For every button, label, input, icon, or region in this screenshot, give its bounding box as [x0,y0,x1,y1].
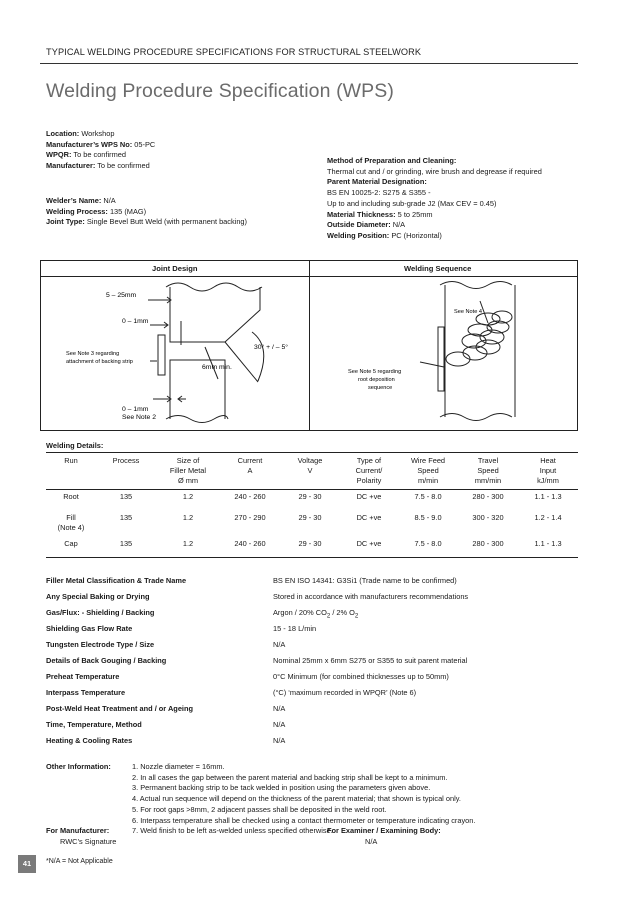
cell-travel: 300 - 320 [472,513,504,523]
cell-size: 1.2 [182,491,194,501]
info-manufacturer: Manufacturer: To be confirmed [46,161,150,171]
cell-run: Cap [64,539,78,549]
note5-line1: See Note 5 regarding [348,369,402,375]
cell-process: 135 [119,513,133,523]
break-top [166,283,262,291]
col-process: Process [96,453,156,490]
left-info-block-2 [46,196,247,228]
note3-line2: attachment of backing strip [66,359,133,365]
note-item: 3. Permanent backing strip to be tack welded in position using the parameters given above. [132,783,431,793]
angle-arc [252,332,264,381]
left-info-block [46,129,155,172]
cell-wire: 7.5 - 8.0 [414,539,442,549]
table-header-row [46,453,578,490]
info-welder-name: Welder’s Name: N/A [46,196,116,205]
info-location: Location: Workshop [46,129,115,138]
cell-type: DC +ve [356,539,382,549]
backing-min-label: 6mm min. [202,364,232,371]
prep-label: Method of Preparation and Cleaning: [327,156,457,165]
col-heat: Heat Input kJ/mm [518,453,578,490]
col-travel: Travel Speed mm/min [458,453,518,490]
other-info-label: Other Information: [46,762,111,771]
cell-run: Fill (Note 4) [57,513,85,533]
angle-label: 30° + / – 5° [254,344,288,351]
note3-line1: See Note 3 regarding [66,351,120,357]
info-joint-type: Joint Type: Single Bevel Butt Weld (with permanent backing) [46,217,248,227]
parent-value-1: BS EN 10025-2: S275 & S355 - [327,188,431,198]
note5-line3: sequence [368,385,393,391]
cell-travel: 280 - 300 [472,539,504,549]
examiner-label: For Examiner / Examining Body: [327,826,441,835]
cell-voltage: 29 - 30 [298,513,322,523]
manufacturer-signoff [46,826,116,847]
col-current: Current A [220,453,280,490]
cell-voltage: 29 - 30 [298,539,322,549]
break-bottom [166,416,228,423]
cell-wire: 7.5 - 8.0 [414,491,442,501]
note5-line2: root deposition [358,377,395,383]
prep-value: Thermal cut and / or grinding, wire brush and degrease if required [327,166,542,176]
col-size: Size of Filler Metal Ø mm [156,453,220,490]
note-item: 5. For root gaps >8mm, 2 adjacent passes shall be deposited in the weld root. [132,804,387,814]
joint-design-heading: Joint Design [152,264,198,273]
cell-process: 135 [119,539,133,549]
cell-size: 1.2 [182,539,194,549]
cell-process: 135 [119,491,133,501]
welding-position: Welding Position: PC (Horizontal) [327,231,442,241]
cell-heat: 1.1 - 1.3 [534,539,562,549]
cell-current: 240 - 260 [234,491,266,501]
note-item: 4. Actual run sequence will depend on the thickness of the parent material; that shown is typical only. [132,794,461,804]
page-number: 41 [18,855,36,873]
parent-label: Parent Material Designation: [327,177,427,187]
note-item: 1. Nozzle diameter = 16mm. [132,762,225,771]
manufacturer-label: For Manufacturer: [46,826,110,835]
cell-size: 1.2 [182,513,194,523]
cell-heat: 1.2 - 1.4 [534,513,562,523]
cell-voltage: 29 - 30 [298,491,322,501]
col-type: Type of Current/ Polarity [340,453,398,490]
examiner-value: N/A [365,836,378,846]
welding-details-table [46,452,578,558]
cell-heat: 1.1 - 1.3 [534,491,562,501]
cell-wire: 8.5 - 9.0 [414,513,442,523]
cell-type: DC +ve [356,513,382,523]
info-welding-process: Welding Process: 135 (MAG) [46,206,147,216]
cell-current: 270 - 290 [234,513,266,523]
outside-diameter: Outside Diameter: N/A [327,220,406,230]
upper-plate [170,287,260,342]
welding-sequence-heading: Welding Sequence [404,264,472,273]
parent-value-2: Up to and including sub-grade J2 (Max CEV = 0.45) [327,198,497,208]
table-row [46,489,578,511]
page-title: Welding Procedure Specification (WPS) [46,80,394,102]
joint-diagram [40,277,578,431]
col-wire-feed: Wire Feed Speed m/min [398,453,458,490]
manufacturer-signature: RWC’s Signature [60,836,117,846]
col-run: Run [46,453,96,490]
gas-value: Argon / 20% $CO_2 / 2\%$ $O_2$ [273,608,359,620]
right-info-block [327,156,542,242]
note-item: 2. In all cases the gap between the parent material and backing strip shall be kept to a minimum. [132,772,448,782]
backing-strip [158,335,165,375]
dim-root-face-label: 0 – 1mm [122,318,149,325]
col-voltage: Voltage V [280,453,340,490]
seq-backing [438,327,444,391]
note2-label: See Note 2 [122,414,157,421]
dim-gap-bottom-label: 0 – 1mm [122,406,149,413]
header-rule [40,63,578,64]
cell-type: DC +ve [356,491,382,501]
cell-run: Root [63,491,79,501]
footnote: *N/A = Not Applicable [46,858,113,865]
material-thickness: Material Thickness: 5 to 25mm [327,209,433,219]
note4-label: See Note 4 [454,309,482,315]
examiner-signoff [327,826,441,847]
note-item: 7. Weld finish to be left as-welded unless specified otherwise. [132,826,333,836]
bead-root [446,352,470,366]
info-wps-no: Manufacturer’s WPS No: 05-PC [46,139,156,149]
table-row [46,537,578,557]
info-wpqr: WPQR: To be confirmed [46,150,126,160]
cell-travel: 280 - 300 [472,491,504,501]
welding-details-title: Welding Details: [46,441,104,450]
note-item: 6. Interpass temperature shall be checked using a contact thermometer or temperature indicating crayon. [132,815,476,825]
dim-gap-top-label: 5 – 25mm [106,292,137,299]
cell-current: 240 - 260 [234,539,266,549]
running-header: TYPICAL WELDING PROCEDURE SPECIFICATIONS FOR STRUCTURAL STEELWORK [46,47,422,57]
table-row [46,511,578,537]
